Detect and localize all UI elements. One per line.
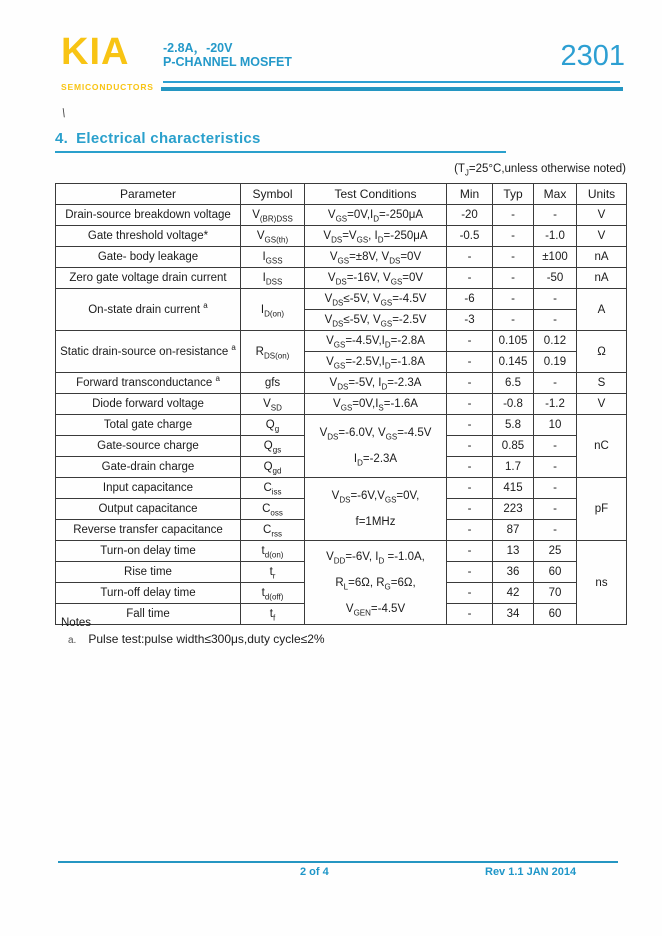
table-cell: 10 bbox=[534, 415, 577, 436]
table-cell: $V_{DS}=-6V,V_{GS}=0V$, f=1MHz bbox=[305, 478, 447, 541]
table-cell: -0.5 bbox=[447, 226, 493, 247]
table-cell: - bbox=[447, 415, 493, 436]
stray-mark: \ bbox=[61, 105, 67, 121]
table-cell: - bbox=[447, 268, 493, 289]
parameter-cell: Input capacitance bbox=[56, 478, 241, 499]
device-type: P-CHANNEL MOSFET bbox=[163, 55, 292, 69]
table-cell: 42 bbox=[493, 583, 534, 604]
table-row bbox=[56, 541, 627, 562]
table-cell: - bbox=[534, 289, 577, 310]
parameter-cell: Forward transconductance $^a$ bbox=[56, 373, 241, 394]
table-cell: $V_{DD}=-6V$, $I_D =-1.0A$, $R_L=6\Omega$, $R_G=6\Omega$, $V_{GEN}=-4.5V$ bbox=[305, 541, 447, 625]
table-cell: 5.8 bbox=[493, 415, 534, 436]
table-cell: $V_{GS}=-4.5V,I_D=-2.8A$ bbox=[305, 331, 447, 352]
note-item bbox=[68, 632, 325, 646]
table-cell: $I_{DSS}$ bbox=[241, 268, 305, 289]
table-cell: - bbox=[447, 352, 493, 373]
table-cell: $C_{rss}$ bbox=[241, 520, 305, 541]
table-cell: $V_{DS}\le-5V$, $V_{GS}=-4.5V$ bbox=[305, 289, 447, 310]
table-row bbox=[56, 268, 627, 289]
parameter-cell: Reverse transfer capacitance bbox=[56, 520, 241, 541]
table-cell: -0.8 bbox=[493, 394, 534, 415]
parameter-cell: Fall time bbox=[56, 604, 241, 625]
table-cell: $Q_g$ bbox=[241, 415, 305, 436]
column-header: Max bbox=[534, 184, 577, 205]
table-cell: $V_{(BR)DSS}$ bbox=[241, 205, 305, 226]
table-cell: - bbox=[447, 436, 493, 457]
table-row bbox=[56, 247, 627, 268]
table-header-row bbox=[56, 184, 627, 205]
table-row bbox=[56, 478, 627, 499]
table-cell: ±100 bbox=[534, 247, 577, 268]
table-cell: - bbox=[447, 520, 493, 541]
section-number: 4. bbox=[55, 130, 69, 147]
table-cell: -20 bbox=[447, 205, 493, 226]
table-cell: - bbox=[447, 541, 493, 562]
table-cell: $R_{DS(on)}$ bbox=[241, 331, 305, 373]
table-cell: - bbox=[493, 268, 534, 289]
table-cell: 6.5 bbox=[493, 373, 534, 394]
table-cell: -3 bbox=[447, 310, 493, 331]
table-cell: 0.145 bbox=[493, 352, 534, 373]
table-cell: 34 bbox=[493, 604, 534, 625]
table-cell: - bbox=[447, 331, 493, 352]
header-rule-thin bbox=[163, 81, 620, 83]
table-cell: S bbox=[577, 373, 627, 394]
device-rating: -2.8A，-20V bbox=[163, 41, 233, 55]
table-cell: 60 bbox=[534, 604, 577, 625]
table-cell: - bbox=[447, 394, 493, 415]
table-cell: $t_{d(on)}$ bbox=[241, 541, 305, 562]
table-cell: V bbox=[577, 226, 627, 247]
table-cell: Ω bbox=[577, 331, 627, 373]
table-cell: -1.0 bbox=[534, 226, 577, 247]
table-cell: $I_{GSS}$ bbox=[241, 247, 305, 268]
header-rule-thick bbox=[161, 87, 623, 91]
table-cell: - bbox=[447, 499, 493, 520]
table-cell: 1.7 bbox=[493, 457, 534, 478]
parameter-cell: Drain-source breakdown voltage bbox=[56, 205, 241, 226]
column-header: Units bbox=[577, 184, 627, 205]
table-cell: - bbox=[493, 289, 534, 310]
part-number: 2301 bbox=[560, 40, 625, 72]
column-header: Parameter bbox=[56, 184, 241, 205]
table-cell: - bbox=[493, 310, 534, 331]
table-cell: A bbox=[577, 289, 627, 331]
table-cell: 87 bbox=[493, 520, 534, 541]
table-row bbox=[56, 226, 627, 247]
column-header: Symbol bbox=[241, 184, 305, 205]
table-cell: - bbox=[493, 205, 534, 226]
table-cell: 36 bbox=[493, 562, 534, 583]
condition-note: ($T_J=25^\circ C,unless$ otherwise noted) bbox=[454, 163, 626, 178]
table-cell: $I_{D(on)}$ bbox=[241, 289, 305, 331]
table-cell: gfs bbox=[241, 373, 305, 394]
table-cell: $Q_{gs}$ bbox=[241, 436, 305, 457]
table-cell: 0.105 bbox=[493, 331, 534, 352]
parameter-cell: Gate-source charge bbox=[56, 436, 241, 457]
table-cell: $t_f$ bbox=[241, 604, 305, 625]
section-title-text: Electrical characteristics bbox=[76, 130, 261, 147]
table-cell: - bbox=[534, 457, 577, 478]
table-cell: 13 bbox=[493, 541, 534, 562]
table-cell: $V_{GS}=0V,I_S=-1.6A$ bbox=[305, 394, 447, 415]
kia-logo: KIA bbox=[61, 31, 130, 73]
column-header: Typ bbox=[493, 184, 534, 205]
table-cell: pF bbox=[577, 478, 627, 541]
table-cell: $V_{DS}=-16V$, $V_{GS}=0V$ bbox=[305, 268, 447, 289]
kia-logo-subtitle: SEMICONDUCTORS bbox=[61, 82, 154, 92]
electrical-characteristics-table bbox=[55, 183, 627, 625]
table-cell: nA bbox=[577, 247, 627, 268]
table-cell: ns bbox=[577, 541, 627, 625]
table-cell: nA bbox=[577, 268, 627, 289]
parameter-cell: Rise time bbox=[56, 562, 241, 583]
table-cell: $V_{GS}=\pm 8V$, $V_{DS}=0V$ bbox=[305, 247, 447, 268]
parameter-cell: Gate-drain charge bbox=[56, 457, 241, 478]
table-cell: 0.12 bbox=[534, 331, 577, 352]
table-cell: 60 bbox=[534, 562, 577, 583]
table-cell: - bbox=[534, 478, 577, 499]
section-title bbox=[55, 130, 506, 153]
table-cell: $V_{GS}=-2.5V,I_D=-1.8A$ bbox=[305, 352, 447, 373]
table-cell: $t_{d(off)}$ bbox=[241, 583, 305, 604]
table-cell: 0.19 bbox=[534, 352, 577, 373]
table-cell: 25 bbox=[534, 541, 577, 562]
table-cell: - bbox=[534, 373, 577, 394]
table-cell: - bbox=[534, 310, 577, 331]
table-cell: nC bbox=[577, 415, 627, 478]
table-cell: - bbox=[447, 478, 493, 499]
table-cell: -50 bbox=[534, 268, 577, 289]
table-cell: - bbox=[447, 247, 493, 268]
parameter-cell: Static drain-source on-resistance $^a$ bbox=[56, 331, 241, 373]
parameter-cell: Diode forward voltage bbox=[56, 394, 241, 415]
table-row bbox=[56, 331, 627, 352]
parameter-cell: Turn-on delay time bbox=[56, 541, 241, 562]
table-cell: 70 bbox=[534, 583, 577, 604]
footer-rule bbox=[58, 861, 618, 863]
notes-label: Notes bbox=[61, 617, 92, 629]
table-row bbox=[56, 373, 627, 394]
parameter-cell: Zero gate voltage drain current bbox=[56, 268, 241, 289]
table-cell: - bbox=[534, 436, 577, 457]
table-cell: $C_{iss}$ bbox=[241, 478, 305, 499]
table-cell: $V_{GS(th)}$ bbox=[241, 226, 305, 247]
table-cell: $V_{DS}\le-5V$, $V_{GS}=-2.5V$ bbox=[305, 310, 447, 331]
table-cell: - bbox=[534, 499, 577, 520]
table-cell: - bbox=[447, 604, 493, 625]
table-cell: - bbox=[534, 520, 577, 541]
table-row bbox=[56, 289, 627, 310]
table-cell: - bbox=[447, 583, 493, 604]
table-cell: $V_{DS}=-5V$, $I_D=-2.3A$ bbox=[305, 373, 447, 394]
table-cell: V bbox=[577, 394, 627, 415]
parameter-cell: Gate- body leakage bbox=[56, 247, 241, 268]
note-text: Pulse test:pulse width≤300μs,duty cycle≤2% bbox=[88, 632, 325, 646]
table-row bbox=[56, 415, 627, 436]
table-cell: $V_{GS}=0V,I_D=-250\mu A$ bbox=[305, 205, 447, 226]
table-cell: - bbox=[534, 205, 577, 226]
parameter-cell: On-state drain current $^a$ bbox=[56, 289, 241, 331]
column-header: Test Conditions bbox=[305, 184, 447, 205]
parameter-cell: Output capacitance bbox=[56, 499, 241, 520]
table-row bbox=[56, 394, 627, 415]
table-cell: $V_{DS}=V_{GS}$, $I_D=-250\mu A$ bbox=[305, 226, 447, 247]
table-cell: $t_r$ bbox=[241, 562, 305, 583]
column-header: Min bbox=[447, 184, 493, 205]
table-cell: - bbox=[447, 373, 493, 394]
parameter-cell: Gate threshold voltage* bbox=[56, 226, 241, 247]
table-cell: -1.2 bbox=[534, 394, 577, 415]
footer-page-number: 2 of 4 bbox=[300, 866, 329, 878]
table-cell: 223 bbox=[493, 499, 534, 520]
table-cell: $V_{SD}$ bbox=[241, 394, 305, 415]
table-cell: V bbox=[577, 205, 627, 226]
table-cell: -6 bbox=[447, 289, 493, 310]
parameter-cell: Total gate charge bbox=[56, 415, 241, 436]
note-ref: a. bbox=[68, 635, 77, 646]
table-cell: $Q_{gd}$ bbox=[241, 457, 305, 478]
table-cell: - bbox=[493, 247, 534, 268]
table-cell: $C_{oss}$ bbox=[241, 499, 305, 520]
table-cell: - bbox=[447, 562, 493, 583]
table-row bbox=[56, 205, 627, 226]
table-cell: $V_{DS}=-6.0V$, $V_{GS}=-4.5V$ $I_D=-2.3A$ bbox=[305, 415, 447, 478]
table-cell: 0.85 bbox=[493, 436, 534, 457]
footer-revision: Rev 1.1 JAN 2014 bbox=[485, 866, 577, 878]
table-cell: 415 bbox=[493, 478, 534, 499]
table-cell: - bbox=[447, 457, 493, 478]
table-cell: - bbox=[493, 226, 534, 247]
parameter-cell: Turn-off delay time bbox=[56, 583, 241, 604]
